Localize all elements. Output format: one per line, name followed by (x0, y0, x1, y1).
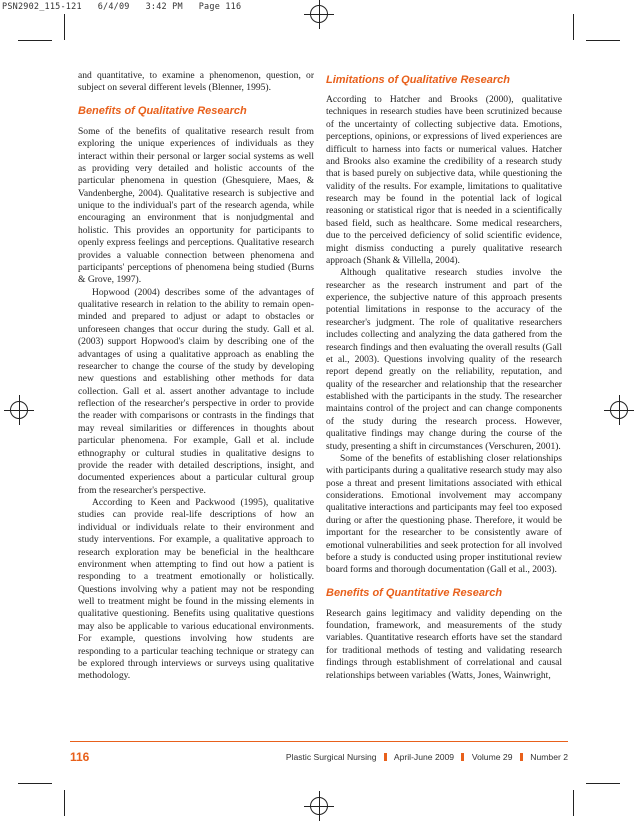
paragraph: Although qualitative research studies involve the researcher as the research instrument and part of the experience, the subjective nature of this approach presents potential limitations in response to the accuracy of the researcher's judgment. The role of qualitative researchers includes collecting and analyzing the data gathered from the research findings and then evaluating the overall results (Gall et al., 2003). Questions involving quality of the research report depend greatly on the reliability, reputation, and quality of the researcher and relationship that the researcher established with the participants in the study. The researcher maintains control of the project and can change components of the study during the research process. However, qualitative findings may change during the course of the study, presenting a shift in circumstances (Verschuren, 2001). (326, 267, 562, 452)
registration-mark-icon (610, 401, 628, 419)
footer-rule (70, 741, 568, 742)
section-heading: Benefits of Quantitative Research (326, 586, 503, 599)
paragraph: Research gains legitimacy and validity depending on the foundation, framework, and measurements of the study variables. Quantitative research efforts have set the standard for traditional methods of testing and validating research findings through establishment of correlational and causal relationships between variables (Watts, Jones, Wainwright, (326, 607, 562, 681)
volume: Volume 29 (471, 752, 513, 762)
separator-bar (384, 753, 387, 761)
crop-mark (573, 14, 574, 40)
crop-mark (64, 14, 65, 40)
separator-bar (461, 753, 464, 761)
journal-title: Plastic Surgical Nursing (285, 752, 377, 762)
page-number: 116 (70, 750, 90, 764)
registration-mark-icon (10, 401, 28, 419)
paragraph: Some of the benefits of qualitative research result from exploring the unique experiences of individuals as they interact within their personal or larger social systems as well as providing very detailed and holistic accounts of the particular phenomena in question (Ghesquiere, Maes, & Vandenberghe, 2004). Qualitative research is subjective and unique to the individual's part of the research agenda, while encouraging an environment that is nonjudgmental and holistic. This provides an opportunity for participants to openly express feelings and perceptions. Qualitative research provides a valuable connection between phenomena and participants' perceptions of phenomena being studied (Burns & Grove, 1997). (78, 125, 314, 286)
paragraph: Some of the benefits of establishing closer relationships with participants during a qualitative research study may also pose a threat and present limitations associated with ethical considerations. Emotional involvement may accompany qualitative interactions and participants may feel too exposed during or after the questioning phase. Therefore, it would be important for the researcher to be consistently aware of emotional vulnerabilities and seek protection for all involved before a study is conducted using proper institutional review board forms and thorough documentation (Gall et al., 2003). (326, 452, 562, 576)
crop-mark (586, 40, 620, 41)
crop-mark (18, 783, 52, 784)
paragraph: and quantitative, to examine a phenomenon, question, or subject on several different levels (Blenner, 1995). (78, 70, 314, 94)
issue-number: Number 2 (530, 752, 568, 762)
crop-mark (18, 40, 52, 41)
registration-mark-icon (310, 5, 328, 23)
left-column (78, 70, 314, 683)
crop-mark (586, 783, 620, 784)
crop-mark (573, 790, 574, 816)
paragraph: Hopwood (2004) describes some of the advantages of qualitative research in relation to the ability to remain open-minded and prepared to adjust or adapt to obstacles or unforeseen changes that occur during the study. Gall et al. (2003) support Hopwood's claim by describing one of the advantages of using a qualitative approach as enabling the researcher to change the course of the study by developing new questions and establishing other methods for data collection. Gall et al. assert another advantage to include reflection of the researcher's perspective in order to provide the reader with comparisons or contrasts in the findings that may reveal similarities or differences in thoughts about particular phenomena. For example, Gall et al. include ethnography or cultural studies in qualitative designs to provide the reader with detailed descriptions, insight, and documented experiences about a particular cultural group from the researcher's perspective. (78, 286, 314, 496)
section-heading: Limitations of Qualitative Research (326, 74, 510, 86)
section-heading: Benefits of Qualitative Research (78, 104, 247, 117)
crop-mark (64, 790, 65, 816)
right-column (326, 74, 562, 682)
issue-date: April-June 2009 (393, 752, 455, 762)
registration-mark-icon (310, 797, 328, 815)
separator-bar (520, 753, 523, 761)
paragraph: According to Keen and Packwood (1995), qualitative studies can provide real-life descriptions of how an individual or individuals relate to their environment and study interventions. For example, a qualitative approach to research exploration may be beneficial in the healthcare environment when attempting to find out how a patient is responding to a treatment emotionally or holistically. Questions involving why a patient may not be responding well to treatment might be found in the missing elements in qualitative questioning. Benefits using qualitative questions may also be applicable to various educational environments. For example, questions involving how students are responding to a particular teaching technique or strategy can be explored through interviews or surveys using qualitative methodology. (78, 497, 314, 682)
print-slug-line: PSN2902_115-121 6/4/09 3:42 PM Page 116 (2, 2, 242, 12)
journal-footer (286, 752, 568, 762)
paragraph: According to Hatcher and Brooks (2000), qualitative techniques in research studies have been scrutinized because of the uncertainty of collecting subjective data. Emotions, perceptions, opinions, or expressions of lived experiences are difficult to harness into facts or numerical values. Hatcher and Brooks also examine the credibility of a research study that is based purely on subjective data, while questioning the validity of the results. For example, limitations to qualitative research may be found in the potential lack of logical reasoning or statistical rigor that is needed in a scientifically based field, such as healthcare. Some medical researchers, due to the perceived deficiency of solid scientific evidence, might dismiss conducting a purely qualitative research approach (Shank & Villella, 2004). (326, 94, 562, 266)
